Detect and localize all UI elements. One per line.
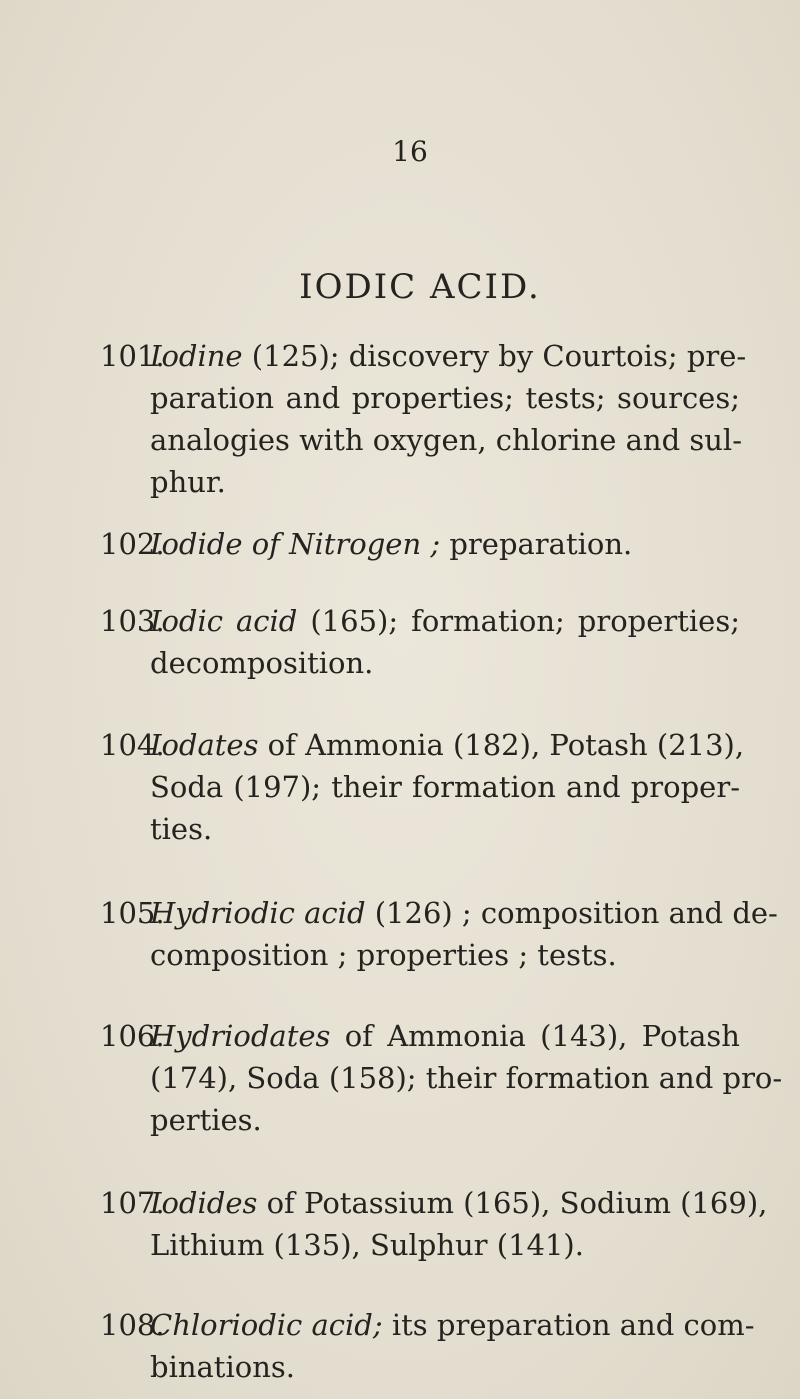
entry-line: Iodide of Nitrogen ; preparation.	[150, 527, 633, 561]
entry-102	[100, 523, 740, 565]
entry-104	[100, 724, 745, 850]
entry-line: perties.	[150, 1103, 262, 1137]
entry-term: Iodates	[150, 728, 259, 762]
section-heading: IODIC ACID.	[299, 267, 541, 307]
entry-number: 102.	[100, 527, 165, 561]
entry-line: Lithium (135), Sulphur (141).	[150, 1228, 584, 1262]
entry-term: Chloriodic acid;	[150, 1308, 383, 1342]
entry-line: (174), Soda (158); their formation and pro-	[150, 1061, 783, 1095]
entry-103	[100, 600, 740, 684]
entry-108	[100, 1304, 755, 1388]
entry-number: 104.	[100, 728, 165, 762]
entry-term: Iodic acid	[150, 604, 298, 638]
entry-number: 106.	[100, 1019, 165, 1053]
entry-line: ties.	[150, 812, 213, 846]
entry-line: Soda (197); their formation and proper-	[150, 770, 740, 804]
entry-line: Hydriodates of Ammonia (143), Potash	[150, 1019, 740, 1053]
entry-105	[100, 892, 778, 976]
entry-term: Iodine	[150, 339, 243, 373]
entry-line: Iodides of Potassium (165), Sodium (169),	[150, 1186, 768, 1220]
entry-line: Iodates of Ammonia (182), Potash (213),	[150, 728, 745, 762]
entry-line: Iodic acid (165); formation; properties;	[150, 604, 740, 638]
entry-number: 108.	[100, 1308, 165, 1342]
entry-101	[100, 335, 747, 503]
entry-line: phur.	[150, 465, 226, 499]
entry-term: Iodide of Nitrogen ;	[150, 527, 441, 561]
entry-number: 105.	[100, 896, 165, 930]
entry-line: analogies with oxygen, chlorine and sul-	[150, 423, 743, 457]
entry-line: paration and properties; tests; sources;	[150, 381, 740, 415]
entry-line: Hydriodic acid (126) ; composition and de-	[150, 896, 778, 930]
entry-line: Iodine (125); discovery by Courtois; pre-	[150, 339, 747, 373]
entry-number: 103.	[100, 604, 165, 638]
entry-line: Chloriodic acid; its preparation and com-	[150, 1308, 755, 1342]
entry-term: Hydriodic acid	[150, 896, 366, 930]
entry-107	[100, 1182, 768, 1266]
entry-term: Iodides	[150, 1186, 258, 1220]
entry-number: 101.	[100, 339, 165, 373]
entry-term: Hydriodates	[150, 1019, 331, 1053]
entry-106	[100, 1015, 783, 1141]
page-number: 16	[392, 135, 428, 168]
entry-line: composition ; properties ; tests.	[150, 938, 617, 972]
entry-number: 107.	[100, 1186, 165, 1220]
entry-line: decomposition.	[150, 646, 374, 680]
entry-line: binations.	[150, 1350, 295, 1384]
